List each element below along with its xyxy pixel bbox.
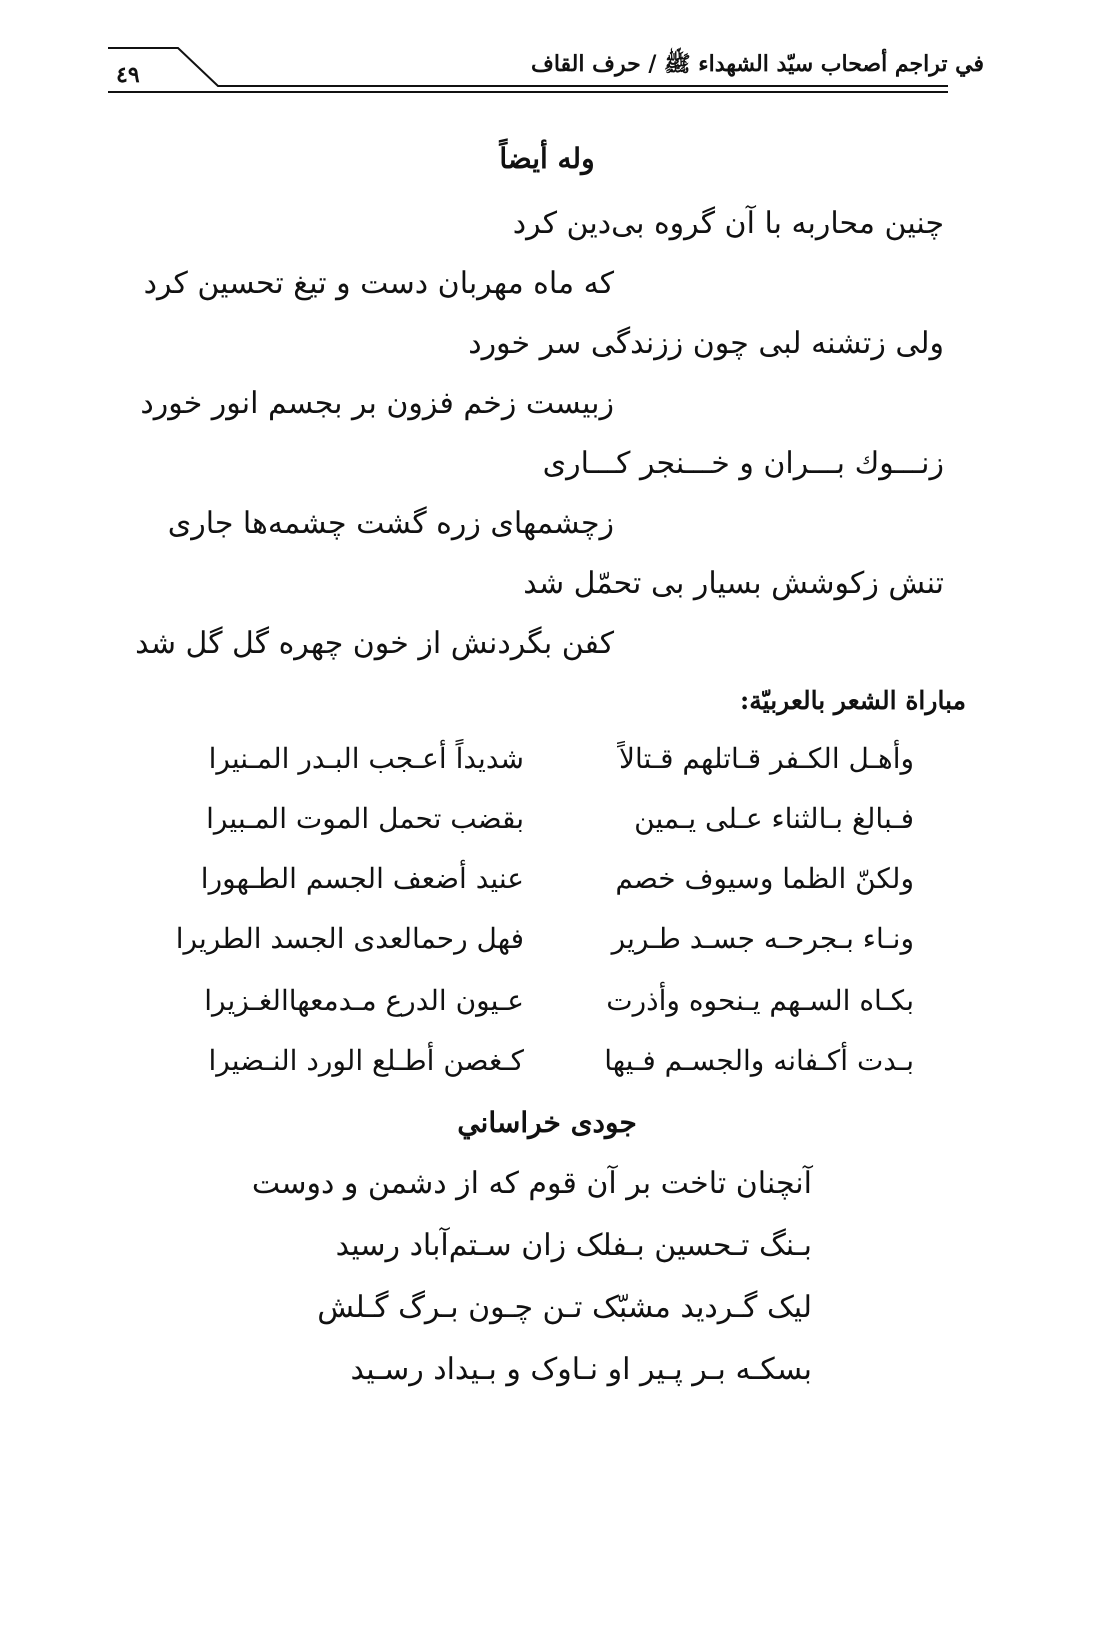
- arabic-verse-second-half: عنيد أضعف الجسم الطـهورا: [200, 862, 524, 895]
- arabic-verse-first-half: فـبالغ بـالثناء عـلى يـمين: [634, 802, 914, 835]
- persian-verse-line: تنش زكوشش بسيار بی تحمّل شد: [523, 566, 944, 601]
- persian-verse-line: چنين محاربه با آن گروه بی‌دين كرد: [512, 206, 944, 241]
- arabic-verse-first-half: بكـاه السـهم يـنحوه وأذرت: [606, 984, 914, 1017]
- section-heading-joudi-khorasani: جودی خراساني: [457, 1106, 637, 1139]
- arabic-verse-second-half: بقضب تحمل الموت المـبيرا: [206, 802, 524, 835]
- arabic-verse-second-half: فهل رحمالعدى الجسد الطريرا: [175, 922, 524, 955]
- persian-verse-line: بـنگ تـحسين بـفلک زان سـتم‌آباد رسيد: [335, 1228, 812, 1263]
- arabic-section-heading: مباراة الشعر بالعربيّة:: [740, 686, 966, 715]
- persian-verse-line: بسكـه بـر پـير او نـاوک و بـيداد رسـيد: [350, 1352, 812, 1387]
- persian-verse-line: زبيست زخم فزون بر بجسم انور خورد: [140, 386, 614, 421]
- arabic-verse-second-half: شديداً أعـجب البـدر المـنيرا: [208, 742, 524, 775]
- arabic-verse-second-half: كـغصن أطـلع الورد النـضيرا: [208, 1044, 524, 1077]
- persian-verse-line: ولی زتشنه لبی چون ززندگی سر خورد: [468, 326, 944, 361]
- persian-verse-line: كه ماه مهربان دست و تيغ تحسين كرد: [143, 266, 614, 301]
- arabic-verse-first-half: وأهـل الكـفر قـاتلهم قـتالاً: [618, 742, 914, 775]
- persian-verse-line: ليک گـرديد مشبّک تـن چـون بـرگ گـلش: [317, 1290, 812, 1325]
- section-heading-wa-lahu-aydan: وله أيضاً: [499, 142, 595, 175]
- persian-verse-line: آنچنان تاخت بر آن قوم كه از دشمن و دوست: [251, 1166, 812, 1201]
- arabic-verse-second-half: عـيون الدرع مـدمعهاالغـزيرا: [204, 984, 524, 1017]
- page-number: ٤٩: [116, 62, 140, 88]
- running-header: [0, 0, 1094, 110]
- persian-verse-line: كفن بگردنش از خون چهره گل گل شد: [135, 626, 614, 661]
- header-title: في تراجم أصحاب سيّد الشهداء ﷺ / حرف القاف: [531, 51, 984, 77]
- arabic-verse-first-half: ولكنّ الظما وسيوف خصم: [615, 862, 914, 895]
- arabic-verse-first-half: ونـاء بـجرحـه جسـد طـرير: [611, 922, 914, 955]
- persian-verse-line: زنـــوك بـــران و خـــنجر كـــاری: [542, 446, 944, 481]
- arabic-verse-first-half: بـدت أكـفانه والجسـم فـيها: [604, 1044, 914, 1077]
- persian-verse-line: زچشمهای زره گشت چشمه‌ها جاری: [167, 506, 614, 541]
